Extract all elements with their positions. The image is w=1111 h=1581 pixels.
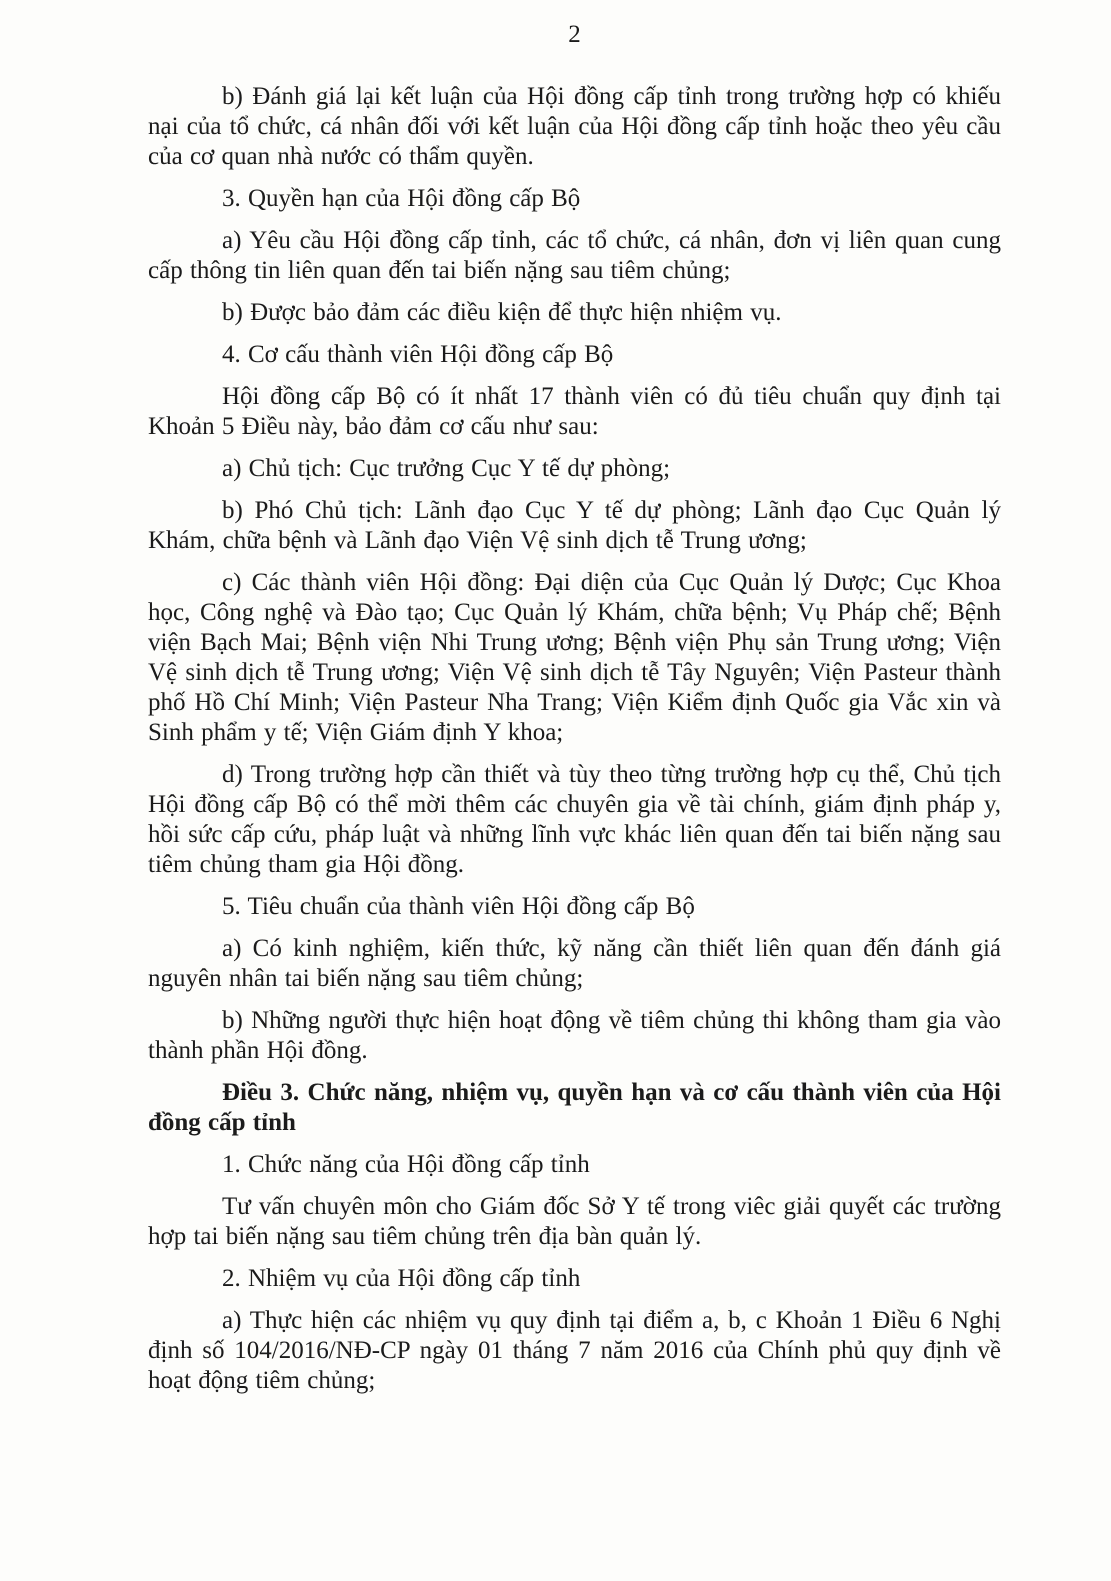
paragraph-article-3-heading: Điều 3. Chức năng, nhiệm vụ, quyền hạn và cơ cấu thành viên của Hội đồng cấp tỉnh	[148, 1079, 1001, 1136]
paragraph-item-b-review: b) Đánh giá lại kết luận của Hội đồng cấp tỉnh trong trường hợp có khiếu nại của tổ chức, cá nhân đối với kết luận của Hội đồng cấp tỉnh hoặc theo yêu cầu của cơ quan nhà nước có thẩm quyền.	[148, 83, 1001, 170]
paragraph-item-a-experience: a) Có kinh nghiệm, kiến thức, kỹ năng cần thiết liên quan đến đánh giá nguyên nhân tai biến nặng sau tiêm chủng;	[148, 935, 1001, 992]
paragraph-section-2-heading: 2. Nhiệm vụ của Hội đồng cấp tỉnh	[222, 1265, 581, 1292]
paragraph-council-structure: Hội đồng cấp Bộ có ít nhất 17 thành viên có đủ tiêu chuẩn quy định tại Khoản 5 Điều này, bảo đảm cơ cấu như sau:	[148, 383, 1001, 440]
paragraph-item-b-exclusion: b) Những người thực hiện hoạt động về tiêm chủng thi không tham gia vào thành phần Hội đồng.	[148, 1007, 1001, 1064]
paragraph-item-a-duties: a) Thực hiện các nhiệm vụ quy định tại điểm a, b, c Khoản 1 Điều 6 Nghị định số 104/2016/NĐ-CP ngày 01 tháng 7 năm 2016 của Chính phủ quy định về hoạt động tiêm chủng;	[148, 1307, 1001, 1394]
page-number: 2	[568, 21, 581, 48]
paragraph-item-a-request: a) Yêu cầu Hội đồng cấp tỉnh, các tổ chức, cá nhân, đơn vị liên quan cung cấp thông tin liên quan đến tai biến nặng sau tiêm chủng;	[148, 227, 1001, 284]
paragraph-item-a-chairman: a) Chủ tịch: Cục trưởng Cục Y tế dự phòng;	[222, 455, 671, 482]
paragraph-item-d-experts: d) Trong trường hợp cần thiết và tùy theo từng trường hợp cụ thể, Chủ tịch Hội đồng cấp Bộ có thể mời thêm các chuyên gia về tài chính, giám định pháp y, hồi sức cấp cứu, pháp luật và những lĩnh vực khác liên quan đến tai biến nặng sau tiêm chủng tham gia Hội đồng.	[148, 761, 1001, 878]
paragraph-section-5-heading: 5. Tiêu chuẩn của thành viên Hội đồng cấp Bộ	[222, 893, 695, 920]
paragraph-section-4-heading: 4. Cơ cấu thành viên Hội đồng cấp Bộ	[222, 341, 614, 368]
paragraph-section-3-heading: 3. Quyền hạn của Hội đồng cấp Bộ	[222, 185, 581, 212]
paragraph-section-1-heading: 1. Chức năng của Hội đồng cấp tỉnh	[222, 1151, 590, 1178]
paragraph-item-b-guarantee: b) Được bảo đảm các điều kiện để thực hiện nhiệm vụ.	[222, 299, 782, 326]
paragraph-function-province: Tư vấn chuyên môn cho Giám đốc Sở Y tế trong viêc giải quyết các trường hợp tai biến nặng sau tiêm chủng trên địa bàn quản lý.	[148, 1193, 1001, 1250]
document-body	[148, 82, 1001, 1396]
paragraph-item-b-vicechair: b) Phó Chủ tịch: Lãnh đạo Cục Y tế dự phòng; Lãnh đạo Cục Quản lý Khám, chữa bệnh và Lãnh đạo Viện Vệ sinh dịch tễ Trung ương;	[148, 497, 1001, 554]
paragraph-item-c-members: c) Các thành viên Hội đồng: Đại diện của Cục Quản lý Dược; Cục Khoa học, Công nghệ và Đào tạo; Cục Quản lý Khám, chữa bệnh; Vụ Pháp chế; Bệnh viện Bạch Mai; Bệnh viện Nhi Trung ương; Bệnh viện Phụ sản Trung ương; Viện Vệ sinh dịch tễ Trung ương; Viện Vệ sinh dịch tễ Tây Nguyên; Viện Pasteur thành phố Hồ Chí Minh; Viện Pasteur Nha Trang; Viện Kiểm định Quốc gia Vắc xin và Sinh phẩm y tế; Viện Giám định Y khoa;	[148, 569, 1001, 746]
